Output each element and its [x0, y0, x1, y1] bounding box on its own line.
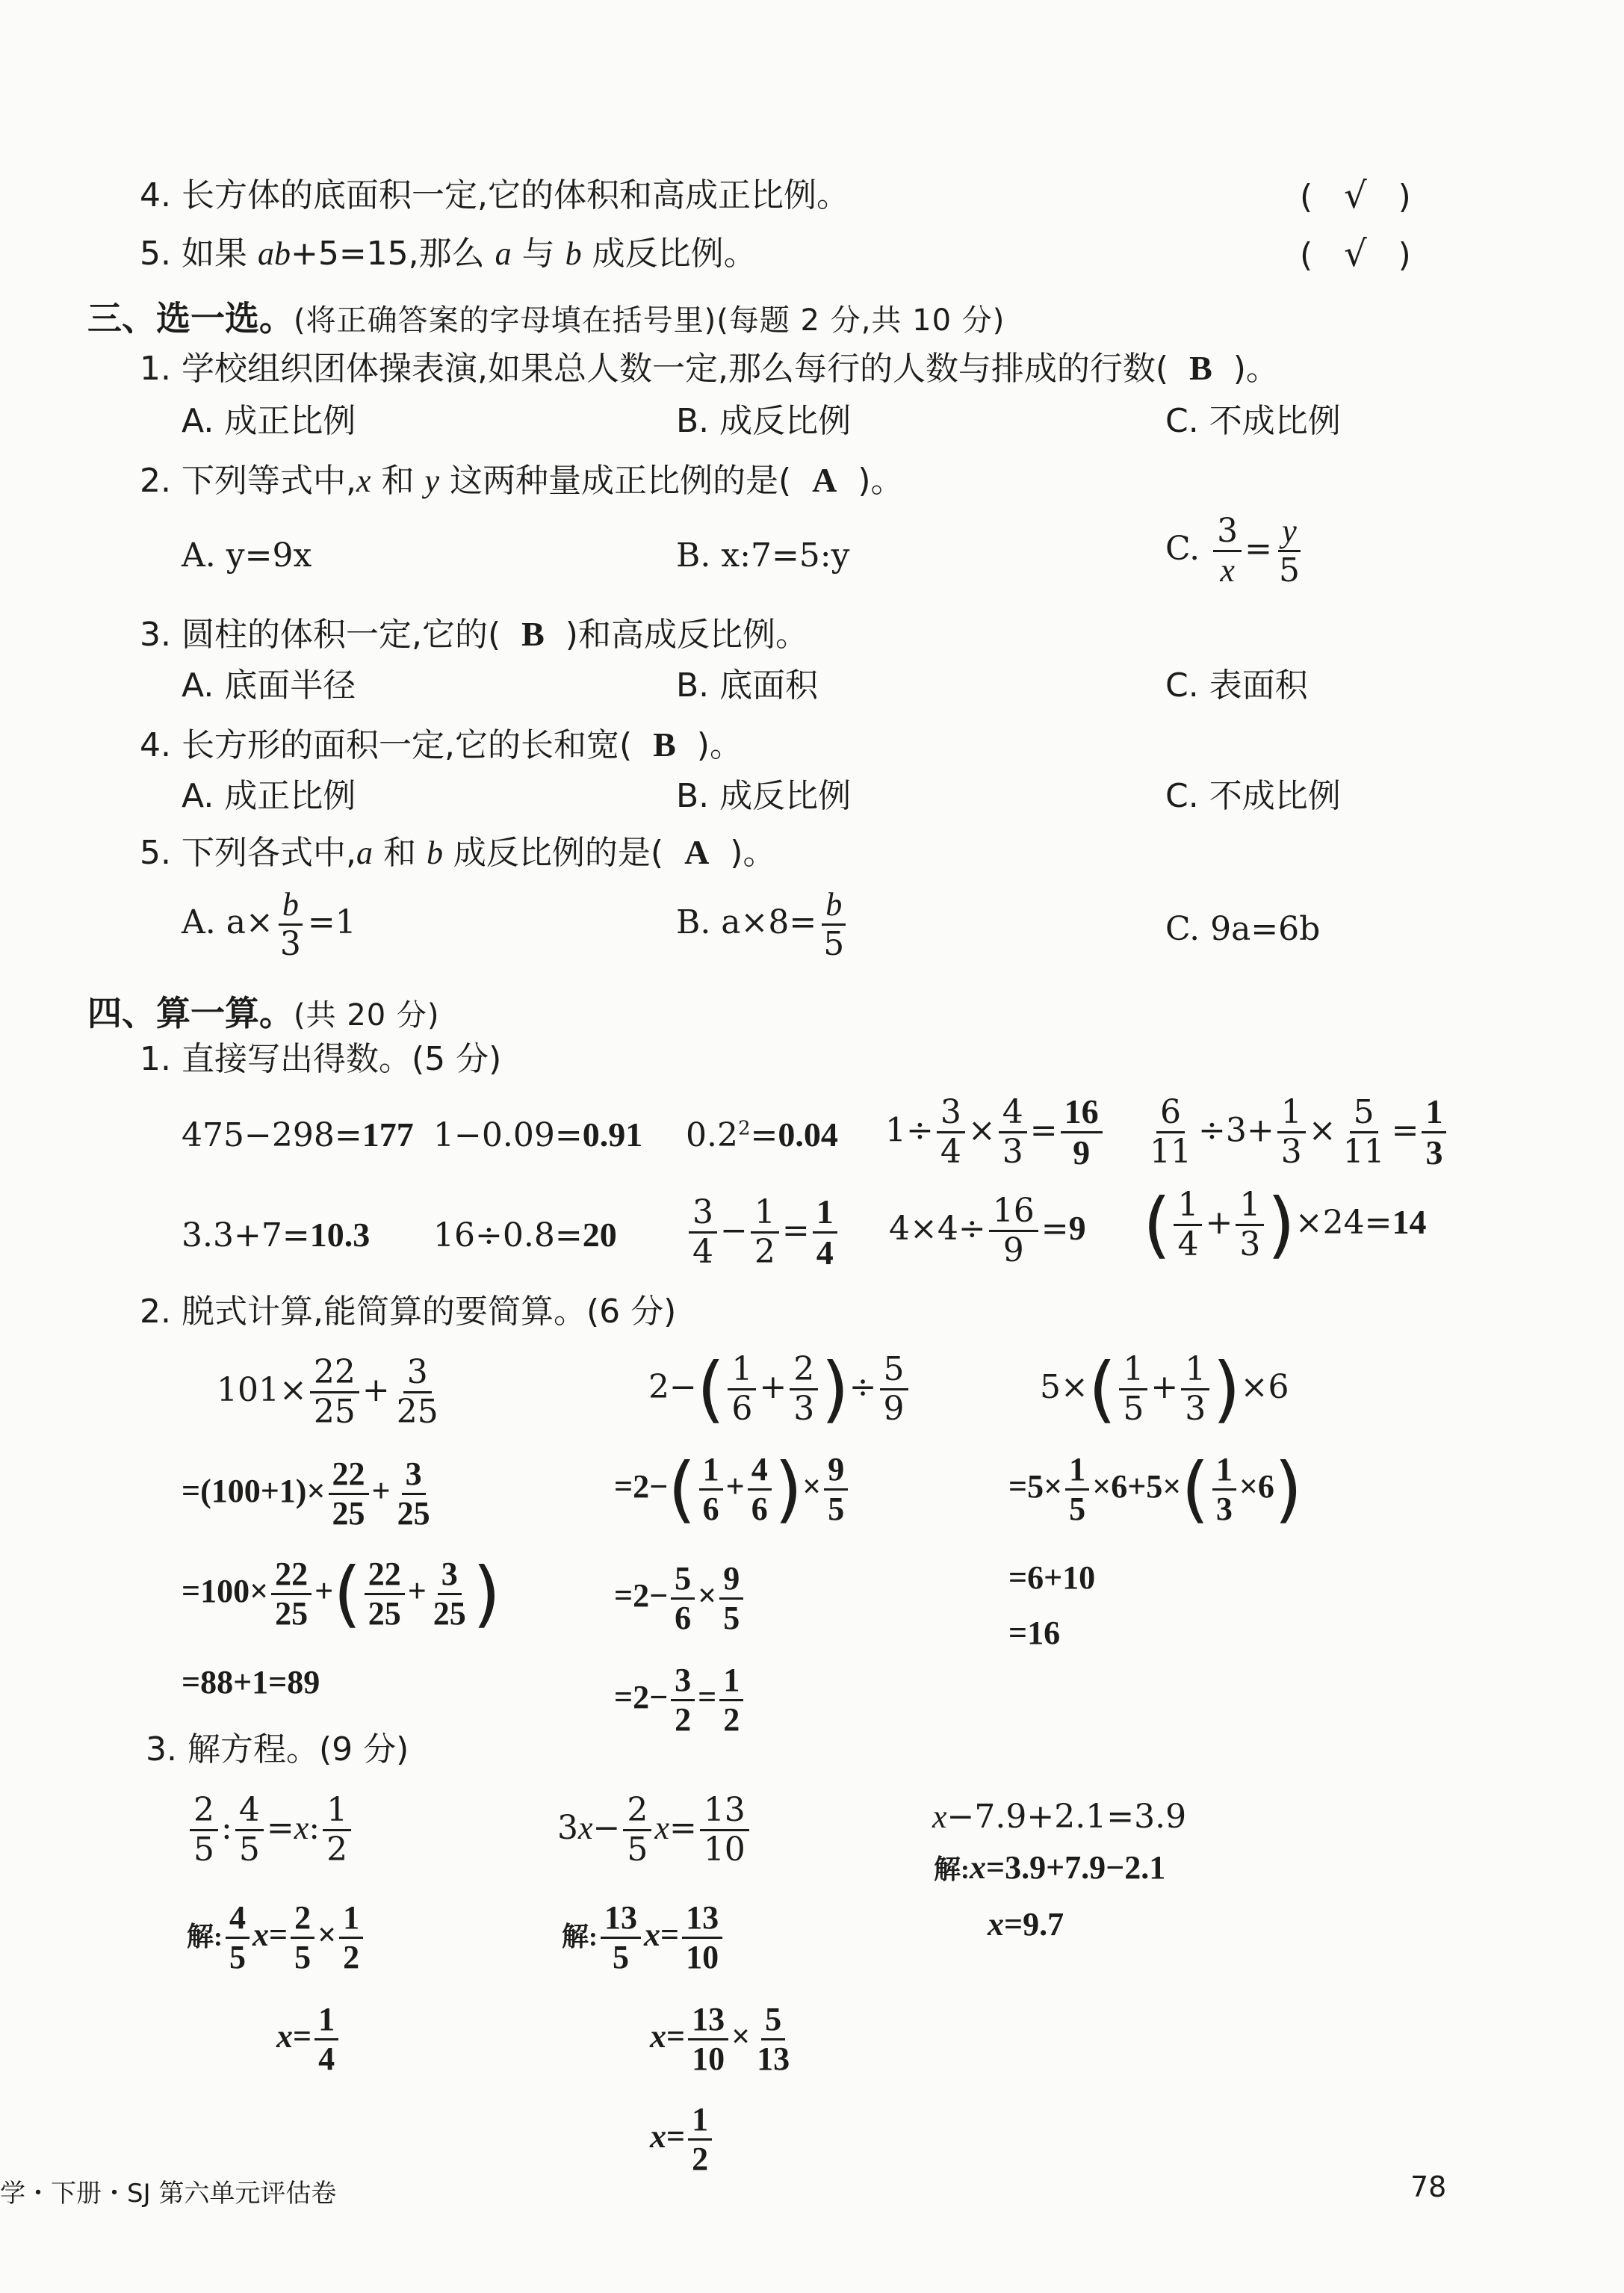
- section-title: 三、选一选。: [87, 298, 294, 338]
- equation1-question: $\frac{2}{5}$ : $\frac{4}{5}$ =x: $\frac{1}{2}$: [187, 1793, 354, 1867]
- calc-r2-e3: $\frac{3}{4}$ − $\frac{1}{2}$ = $\frac{1}{4}$: [686, 1194, 840, 1272]
- mc-q1-opt-a: A. 成正比例: [182, 402, 356, 440]
- mc-q4-opt-a: A. 成正比例: [182, 777, 356, 815]
- tf-q5: 5. 如果 ab+5=15,那么 a 与 b 成反比例。: [140, 235, 757, 273]
- mc-q5-opt-c: C. 9a=6b: [1165, 910, 1321, 948]
- equation1-step1: 解: $\frac{4}{5}$ x= $\frac{2}{5}$ × $\frac{1}{2}$: [187, 1901, 366, 1975]
- equation2-step1: 解: $\frac{13}{5}$ x= $\frac{13}{10}$: [562, 1901, 725, 1975]
- answer: B: [1189, 349, 1212, 387]
- answer: 20: [582, 1216, 617, 1254]
- equation1-step2: x= $\frac{1}{4}$: [276, 2002, 341, 2076]
- mc-q2-opt-b: B. x:7=5:y: [676, 536, 850, 575]
- equation2-step3: x= $\frac{1}{2}$: [650, 2102, 715, 2176]
- mc-q2-opt-c: C. $\frac{3}{x}$ = $\frac{y}{5}$: [1165, 512, 1300, 590]
- calc-r2-e4: 4×4÷ $\frac{16}{9}$ =9: [889, 1192, 1086, 1270]
- tf-q4-answer: ( √ ): [1300, 175, 1411, 217]
- mc-q3-opt-a: A. 底面半径: [182, 666, 356, 705]
- part2-title: 2. 脱式计算,能简算的要简算。(6 分): [140, 1293, 677, 1331]
- section4-header: [87, 986, 440, 1036]
- answer: 0.04: [778, 1115, 838, 1154]
- equation3-question: x−7.9+2.1=3.9: [932, 1798, 1187, 1836]
- mc-q3: 3. 圆柱的体积一定,它的( B )和高成反比例。: [140, 615, 808, 654]
- check-mark-icon: √: [1344, 175, 1367, 217]
- tf-q5-answer: ( √ ): [1300, 233, 1411, 275]
- calc-r1-e2: 1−0.09=0.91: [433, 1115, 643, 1154]
- mc-q4: 4. 长方形的面积一定,它的长和宽( B )。: [140, 725, 743, 764]
- mc-q5-opt-b: B. a×8= $\frac{b}{5}$: [676, 886, 845, 964]
- expand-c2-step1: =2−( $\frac{1}{6}$ + $\frac{4}{6}$ )× $\frac{9}{5}$: [614, 1452, 851, 1526]
- mc-q1-opt-b: B. 成反比例: [676, 402, 852, 440]
- calc-r2-e2: 16÷0.8=20: [433, 1216, 617, 1254]
- expand-c2-question: 2−( $\frac{1}{6}$ + $\frac{2}{3}$ )÷ $\frac{5}{9}$: [648, 1352, 911, 1426]
- answer: $\frac{1}{4}$: [813, 1194, 837, 1272]
- calc-r1-e1: 475−298=177: [182, 1115, 414, 1154]
- section3-header: [87, 291, 1005, 341]
- answer: 177: [362, 1115, 414, 1154]
- expand-c2-step2: =2− $\frac{5}{6}$ × $\frac{9}{5}$: [614, 1562, 746, 1636]
- expand-c1-step2: =100× $\frac{22}{25}$ +( $\frac{22}{25}$ + $\frac{3}{25}$ ): [182, 1552, 501, 1636]
- mc-q2: 2. 下列等式中,x 和 y 这两种量成正比例的是( A )。: [140, 461, 904, 500]
- answer: B: [521, 615, 545, 653]
- answer: A: [812, 461, 837, 499]
- page-number: 78: [1410, 2170, 1447, 2203]
- calc-r2-e5: ( $\frac{1}{4}$ + $\frac{1}{3}$ )×24=14: [1143, 1183, 1427, 1267]
- part1-title: 1. 直接写出得数。(5 分): [140, 1040, 502, 1078]
- tf-q4: 4. 长方体的底面积一定,它的体积和高成正比例。: [140, 176, 849, 214]
- section-note: (共 20 分): [294, 998, 440, 1033]
- section-title: 四、算一算。: [87, 993, 294, 1033]
- expand-c3-question: 5×( $\frac{1}{5}$ + $\frac{1}{3}$ )×6: [1040, 1347, 1289, 1432]
- mc-q4-opt-b: B. 成反比例: [676, 777, 852, 815]
- expand-c1-step3: =88+1=89: [182, 1664, 320, 1701]
- expand-c1-step1: =(100+1)× $\frac{22}{25}$ + $\frac{3}{25}$: [182, 1455, 430, 1532]
- answer: 0.91: [582, 1115, 643, 1154]
- calc-r1-e4: 1÷ $\frac{3}{4}$ × $\frac{4}{3}$ = $\frac{16}{9}$: [885, 1094, 1106, 1172]
- part3-title: 3. 解方程。(9 分): [146, 1730, 409, 1769]
- calc-r1-e3: $0.2^2=0.04$: [686, 1115, 838, 1154]
- check-mark-icon: √: [1344, 233, 1367, 275]
- mc-q1-opt-c: C. 不成比例: [1165, 402, 1341, 440]
- equation3-step1: 解:x=3.9+7.9−2.1: [934, 1849, 1166, 1886]
- mc-q5-opt-a: A. a× $\frac{b}{3}$ =1: [182, 886, 356, 964]
- mc-q4-opt-c: C. 不成比例: [1165, 777, 1341, 815]
- mc-q3-opt-c: C. 表面积: [1165, 666, 1308, 705]
- section-note: (将正确答案的字母填在括号里)(每题 2 分,共 10 分): [294, 303, 1005, 338]
- answer: 9: [1068, 1209, 1086, 1248]
- footer-label: 学・下册・SJ 第六单元评估卷: [0, 2179, 337, 2209]
- mc-q2-opt-a: A. y=9x: [182, 536, 312, 575]
- answer: 10.3: [309, 1216, 371, 1254]
- equation2-question: 3x− $\frac{2}{5}$ x= $\frac{13}{10}$: [557, 1793, 752, 1867]
- mc-q3-opt-b: B. 底面积: [676, 666, 819, 705]
- calc-r2-e1: 3.3+7=10.3: [182, 1216, 371, 1254]
- equation3-step2: x=9.7: [988, 1906, 1064, 1943]
- expand-c1-question: 101× $\frac{22}{25}$ + $\frac{3}{25}$: [217, 1353, 438, 1432]
- expand-c2-step3: =2− $\frac{3}{2}$ = $\frac{1}{2}$: [614, 1663, 746, 1737]
- equation2-step2: x= $\frac{13}{10}$ × $\frac{5}{13}$: [650, 2001, 790, 2078]
- answer: A: [684, 833, 710, 871]
- expand-c3-step1: =5× $\frac{1}{5}$ ×6+5×( $\frac{1}{3}$ ×6): [1008, 1447, 1303, 1532]
- calc-r1-e5: $\frac{6}{11}$ ÷3+ $\frac{1}{3}$ × $\frac{5}{11}$ = $\frac{1}{3}$: [1143, 1094, 1449, 1172]
- expand-c3-step2: =6+10: [1008, 1559, 1096, 1596]
- expand-c3-step3: =16: [1008, 1615, 1061, 1651]
- answer: $\frac{16}{9}$: [1061, 1094, 1103, 1172]
- answer: $\frac{1}{3}$: [1422, 1094, 1446, 1172]
- answer: 14: [1392, 1203, 1427, 1242]
- mc-q1: 1. 学校组织团体操表演,如果总人数一定,那么每行的人数与排成的行数( B )。: [140, 349, 1279, 388]
- answer: B: [653, 725, 676, 764]
- mc-q5: 5. 下列各式中,a 和 b 成反比例的是( A )。: [140, 833, 776, 872]
